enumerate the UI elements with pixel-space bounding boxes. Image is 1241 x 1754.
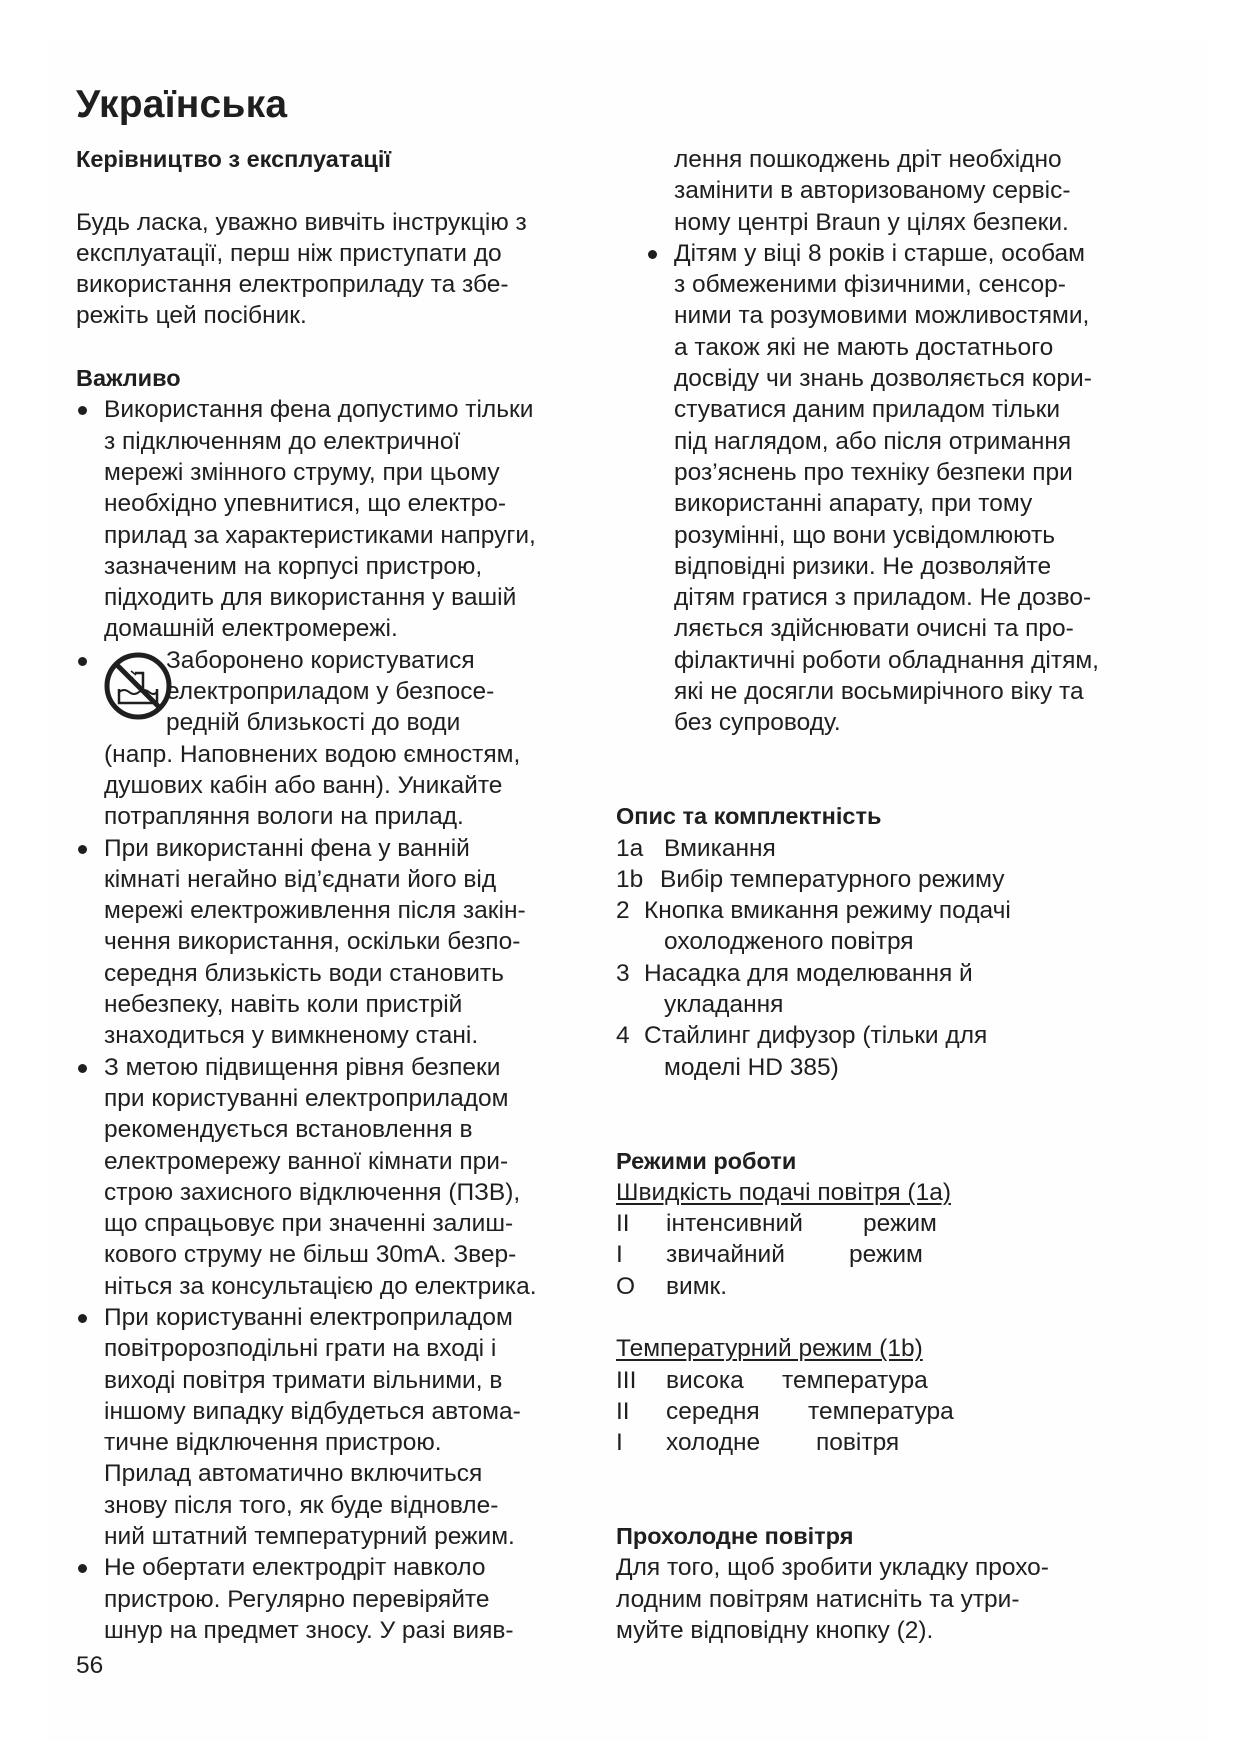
bullet-item-air-grilles: При користуванні електроприладом повітророзподільні грати на вході і виході повітря тримати вільними, в іншому випадку відбудеться автома- тичне відключення пристрою. Прилад автоматично включиться знову після того, як буде відновле- ний штатний температурний режим.: [76, 1302, 616, 1552]
heading-description: Опис та комплектність: [616, 803, 882, 830]
bullet-icon: [78, 1314, 87, 1323]
mode-row: II інтенсивний режим: [616, 1210, 937, 1238]
bullet-icon: [78, 1064, 87, 1073]
temperature-mode-title: Температурний режим (1b): [616, 1335, 923, 1363]
bullet-item-bathroom: При використанні фена у ванній кімнаті негайно від’єднати його від мережі електроживлення після закін- чення використання, оскільки безпо- середня близькість води становить небезпеку, навіть коли пристрій знаходиться у вимкненому стані.: [76, 833, 616, 1052]
heading-modes: Режими роботи: [616, 1147, 797, 1174]
parts-list-item: 3 Насадка для моделювання й укладання: [616, 959, 973, 1019]
page-number: 56: [76, 1652, 104, 1679]
heading-important: Важливо: [76, 365, 181, 392]
airflow-speed-title: Швидкість подачі повітря (1a): [616, 1178, 951, 1206]
parts-list: [616, 833, 1176, 1083]
heading-cool-air: Прохолодне повітря: [616, 1523, 854, 1550]
airflow-modes-list: [616, 1208, 1176, 1302]
bullet-icon: [78, 845, 87, 854]
right-column: [616, 144, 1176, 1646]
parts-list-item: 1b Вибір температурного режиму: [616, 865, 1005, 893]
bullet-icon: [648, 250, 657, 259]
mode-row: O вимк.: [616, 1272, 728, 1300]
bullet-item-rcd: З метою підвищення рівня безпеки при користуванні електроприладом рекомендується встановлення в електромережу ванної кімнати при- строю захисного відключення (ПЗВ), що спрацьовує при значенні залиш- кового струму не більш 30mA. Звер- ніться за консультацією до електрика.: [76, 1052, 616, 1302]
mode-row: I звичайний режим: [616, 1241, 923, 1269]
parts-list-item: 1a Вмикання: [616, 834, 776, 862]
bullet-icon: [78, 1564, 87, 1573]
heading-manual: Керівництво з експлуатації: [76, 146, 391, 172]
left-column: [76, 144, 616, 1646]
bullet-item-water-warning: Заборонено користуватися електроприладом у безпосе- редній близькості до води (напр. Наповнених водою ємностям, душових кабін або ванн). Уникайте потрапляння вологи на прилад.: [76, 645, 616, 833]
no-bath-water-prohibition-icon: [103, 651, 173, 721]
bullet-icon: [78, 406, 87, 415]
parts-list-item: 2 Кнопка вмикання режиму подачі охолодженого повітря: [616, 897, 1011, 956]
intro-paragraph: Будь ласка, уважно вивчіть інструкцію з експлуатації, перш ніж приступати до використання електроприладу та збе- режіть цей посібник.: [76, 208, 527, 330]
mode-row: II середня температура: [616, 1397, 954, 1425]
mode-row: III висока температура: [616, 1366, 928, 1394]
temperature-modes-list: [616, 1365, 1176, 1459]
bullet-item-cord: Не обертати електродріт навколо пристрою. Регулярно перевіряйте шнур на предмет зносу. У разі вияв-: [76, 1552, 616, 1646]
page-title: Українська: [76, 83, 288, 126]
parts-list-item: 4 Стайлинг дифузор (тільки для моделі HD 385): [616, 1022, 988, 1081]
bullet-item-children: Дітям у віці 8 років і старше, особам з обмеженими фізичними, сенсор- ними та розумовими можливостями, а також які не мають достатнього досвіду чи знань дозволяється кори- стуватися даним приладом тільки під наглядом, або після отримання роз’яснень про техніку безпеки при використанні апарату, при тому розумінні, що вони усвідомлюють відповідні ризики. Не дозволяйте дітям гратися з приладом. Не дозво- ляється здійснювати очисні та про- філактичні роботи обладнання дітям, які не досягли восьмирічного віку та без супроводу.: [646, 238, 1176, 739]
mode-row: I холодне повітря: [616, 1429, 900, 1457]
bullet-item-cord-continued: лення пошкоджень дріт необхідно замінити в авторизованому сервіс- ному центрі Braun у цілях безпеки.: [674, 146, 1071, 236]
bullet-item-mains: Використання фена допустимо тільки з підключенням до електричної мережі змінного струму, при цьому необхідно упевнитися, що електро- прилад за характеристиками напруги, зазначеним на корпусі пристрою, підходить для використання у вашій домашній електромережі.: [76, 394, 616, 644]
cool-air-paragraph: Для того, щоб зробити укладку прохо- лодним повітрям натисніть та утри- муйте відповідну кнопку (2).: [616, 1554, 1049, 1644]
